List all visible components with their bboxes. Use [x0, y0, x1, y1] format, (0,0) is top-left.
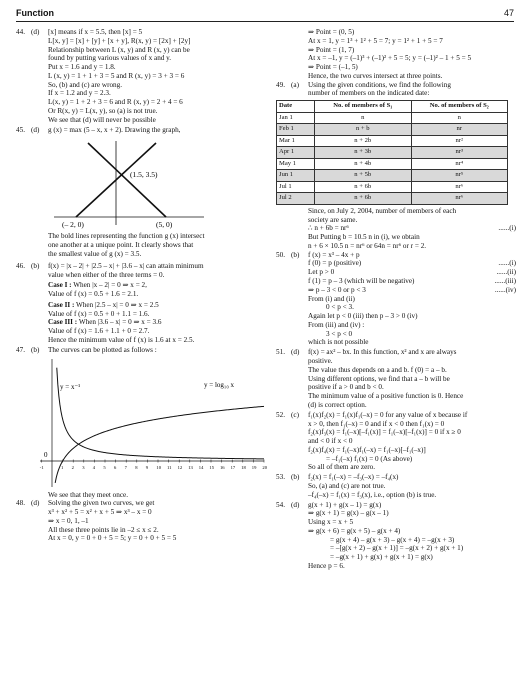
question-46: 46. (b) f(x) = |x – 2| + |2.5 – x| + |3.6 – x| can attain minimum value when either of the three terms = 0. Case I : When |x – 2| = 0 ⇒ x = 2, Value of f (x) = 0.5 + 1.6 = 2.1. Case II : When |2.5 – x| = 0 ⇒ x = 2.5 Value of f (x) = 0.5 + 0 + 1.1 = 1.6. Case III : When |3.6 – x| = 0 ⇒ x = 3.6 Value of f (x) = 1.6 + 1.1 + 0 = 2.7. Hence the minimum value of f (x) is 1.6 at x = 2.5.	[16, 261, 204, 344]
point-label-5: (5, 0)	[156, 220, 173, 230]
x-tick-label: 1	[61, 464, 64, 470]
q47-conclusion: We see that they meet once.	[48, 490, 129, 499]
x-tick-label: 5	[103, 464, 106, 470]
x-tick-label: -1	[39, 464, 44, 470]
table-row: Jul 2 n + 6b nr⁶	[277, 193, 508, 205]
line-5-minus-x	[88, 143, 166, 217]
q44-solution: [x] means if x = 5.5, then [x] = 5 L[x, y] = [x] + [y] + [x + y], R(x, y) = [2x] + [2y] Relationship between L (x, y) and R (x, y) can be found by putting various values of x and y. Put x = 1.6 and y = 1.8. L (x, y) = 1 + 1 + 3 = 5 and R (x, y) = 3 + 3 = 6 So, (b) and (c) are wrong. If x = 1.2 and y = 2.3. L(x, y) = 1 + 2 + 3 = 6 and R (x, y) = 2 + 4 = 6 Or R(x, y) = L(x, y), so (a) is not true. We see that (d) will never be possible	[48, 28, 191, 124]
x-tick-label: 4	[92, 464, 96, 470]
table-row: Jul 1 n + 6b nr⁶	[277, 181, 508, 193]
x-tick-label: 2	[71, 464, 74, 470]
x-tick-label: 16	[220, 464, 225, 470]
q45-conclusion: The bold lines representing the function g (x) intersect one another at a unique point. It clearly shows that the smallest value of g (x) = 3.5.	[48, 232, 205, 258]
log-curve-label: y = log₁₀ x	[204, 380, 235, 389]
table-row: Mar 1 n + 2b nr²	[277, 135, 508, 147]
q48-continued: ⇒ Point = (0, 5) At x = 1, y = 1³ + 1² + 5 = 7; y = 1² + 1 + 5 = 7 ⇒ Point = (1, 7) At x = –1, y = (–1)³ + (–1)² + 5 = 5; y = (–1)² – 1 + 5 = 5 ⇒ Point = (–1, 5) Hence, the two curves intersect at three points.	[308, 28, 472, 80]
x-tick-label: 18	[241, 464, 246, 470]
page-header	[16, 6, 514, 22]
table-row: Apr 1 n + 3b nr³	[277, 147, 508, 159]
table-row: Jan 1 n n	[277, 112, 508, 124]
log-curve	[55, 406, 264, 483]
x-tick-label: 19	[251, 464, 257, 470]
x-tick-label: 20	[262, 464, 267, 470]
right-column	[276, 28, 516, 572]
question-50: 50. (b) f (x) = x³ – 4x + p f (0) = p (positive) ......(i) Let p > 0 ......(ii) f (1) = p – 3 (which will be negative) ......(iii) ⇒ p – 3 < 0 or p < 3 ......(iv) From (i) and (ii) 0 < p < 3. Again let p < 0 (iii) then p – 3 > 0 (iv) From (iii) and (iv) : 3 < p < 0 which is not possible	[276, 250, 516, 347]
origin-label: 0	[44, 450, 48, 459]
x-tick-label: 3	[82, 464, 85, 470]
question-47: 47. (b) The curves can be plotted as follows :	[16, 345, 157, 354]
x-tick-label: 13	[188, 464, 193, 470]
figure-log-reciprocal-graph	[34, 357, 266, 489]
x-tick-label: 7	[124, 464, 127, 470]
chapter-title: Function	[16, 8, 54, 19]
question-44: 44. (d) [x] means if x = 5.5, then [x] = 5 L[x, y] = [x] + [y] + [x + y], R(x, y) = [2x] + [2y] Relationship between L (x, y) and R (x, y) can be found by putting various values of x and y. Put x = 1.6 and y = 1.8. L (x, y) = 1 + 1 + 3 = 5 and R (x, y) = 3 + 3 = 6 So, (b) and (c) are wrong. If x = 1.2 and y = 2.3. L(x, y) = 1 + 2 + 3 = 6 and R (x, y) = 2 + 4 = 6 Or R(x, y) = L(x, y), so (a) is not true. We see that (d) will never be possible	[16, 28, 266, 125]
table-header-row: Date No. of members of S₁ No. of members of S₂	[277, 101, 508, 113]
log-graph-svg	[34, 357, 266, 489]
x-tick-label: 6	[114, 464, 117, 470]
question-52: 52. (c) f₁(x)f₂(x) = f₁(x)f₁(–x) = 0 for any value of x because if x > 0, then f₁(–x) = 0 and if x < 0 then f₁(x) = 0 f₂(x)f₃(x) = f₁(–x)[–f₁(x)] = f₁(–x)[–f₁(x)] = 0 if x ≥ 0 and < 0 if x < 0 f₂(x)f₄(x) = f₁(–x)f₁(–x) = f₁(–x)[–f₁(–x)] = –f₁(–x) f₁(x) = 0 (As above) So all of them are zero.	[276, 410, 468, 472]
question-48: 48. (d) Solving the given two curves, we get x³ + x² + 5 = x² + x + 5 ⇒ x³ – x = 0 ⇒ x = 0, 1, –1 All these three points lie in –2 ≤ x ≤ 2. At x = 0, y = 0 + 0 + 5 = 5; y = 0 + 0 + 5 = 5	[16, 499, 177, 543]
max-graph-svg	[48, 137, 208, 229]
intersection-label: (1.5, 3.5)	[130, 170, 158, 180]
figure-max-function-graph	[48, 137, 208, 229]
question-49: 49. (a) Using the given conditions, we find the following number of members on the indicated date:	[276, 80, 451, 98]
point-label-neg2: (– 2, 0)	[62, 220, 84, 230]
x-tick-label: 14	[198, 464, 204, 470]
table-row: Feb 1 n + b nr	[277, 124, 508, 136]
x-tick-label: 10	[156, 464, 161, 470]
question-45: 45. (d) g (x) = max (5 – x, x + 2). Drawing the graph,	[16, 125, 181, 134]
page-number: 47	[503, 8, 514, 19]
left-column	[16, 28, 266, 544]
x-tick-label: 15	[209, 464, 214, 470]
q49-conclusion: Since, on July 2, 2004, number of members of each society are same. ∴ n + 6b = nr⁶ ......(i) But Putting b = 10.5 n in (i), we obtain n + 6 × 10.5 n = nr⁶ or 64n = nr⁶ or r = 2.	[308, 206, 516, 250]
table-row: May 1 n + 4b nr⁴	[277, 158, 508, 170]
x-tick-label: 8	[135, 464, 138, 470]
x-tick-label: 11	[167, 464, 172, 470]
x-tick-label: 9	[145, 464, 149, 470]
question-53: 53. (b) f₂(x) = f₁(–x) = –f₃(–x) = –f₄(x) So, (a) and (c) are not true. –f₄(–x) = f₁(x) = f₃(x), i.e., option (b) is true.	[276, 473, 437, 499]
reciprocal-curve-label: y = x⁻¹	[60, 382, 81, 391]
table-row: Jun 1 n + 5b nr⁵	[277, 170, 508, 182]
x-tick-label: 17	[230, 464, 236, 470]
x-tick-label: 12	[177, 464, 183, 470]
question-54: 54. (d) g(x + 1) + g(x – 1) = g(x) ⇒ g(x + 1) = g(x) – g(x – 1) Using x = x + 5 ⇒ g(x + 6) = g(x + 5) – g(x + 4) = g(x + 4) – g(x + 3) – g(x + 4) = –g(x + 3) = –[g(x + 2) – g(x + 1)] = –g(x + 2) + g(x + 1) = –g(x + 1) + g(x) + g(x + 1) = g(x) Hence p = 6.	[276, 500, 464, 570]
question-51: 51. (d) f(x) = ax² – bx. In this function, x² and x are always positive. The value thus depends on a and b. f (0) = a – b. Using different options, we find that a – b will be positive if a > 0 and b < 0. The minimum value of a positive function is 0. Hence (d) is correct option.	[276, 348, 464, 409]
members-table	[276, 100, 508, 205]
